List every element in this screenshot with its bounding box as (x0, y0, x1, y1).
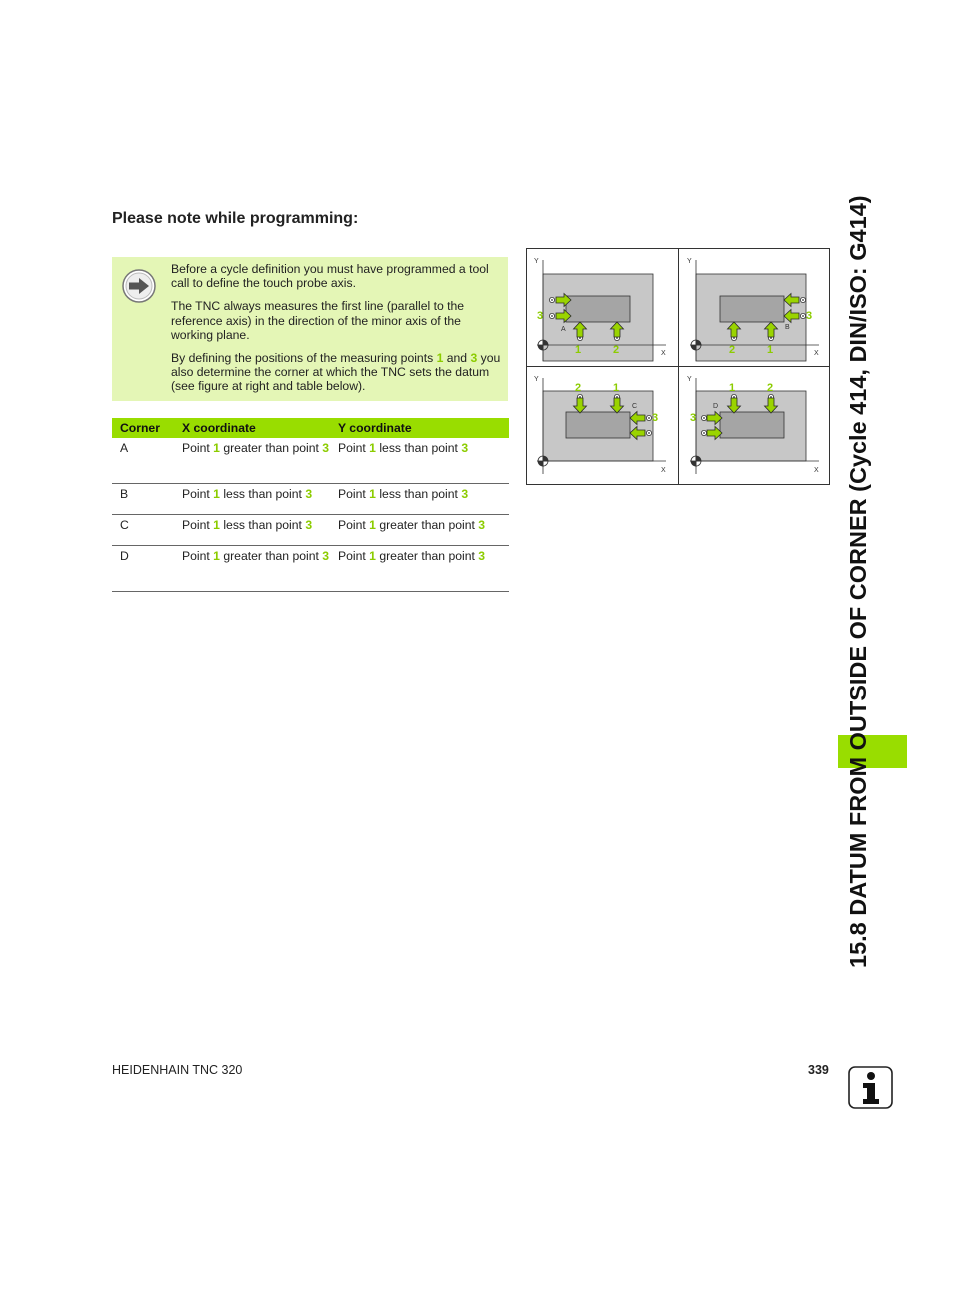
chapter-title: 15.8 DATUM FROM OUTSIDE OF CORNER (Cycle 414, DIN/ISO: G414) (845, 195, 871, 968)
panel-c (534, 376, 666, 474)
axis-x-label: X (661, 350, 666, 357)
header-x: X coordinate (174, 418, 330, 438)
cell-y: Point 1 less than point 3 (330, 438, 509, 484)
table-row (112, 438, 509, 484)
page-number: 339 (808, 1063, 829, 1077)
axis-y-label: Y (534, 258, 539, 265)
point-1-label: 1 (613, 382, 620, 394)
header-corner: Corner (112, 418, 174, 438)
footer-product: HEIDENHAIN TNC 320 (112, 1063, 243, 1077)
cell-corner: B (112, 484, 174, 515)
corner-label: D (713, 403, 719, 410)
cell-x: Point 1 greater than point 3 (174, 438, 330, 484)
note-paragraph-3: By defining the positions of the measuring points 1 and 3 you also determine the corner at which the TNC sets the datum (see figure at right and table below). (171, 351, 501, 394)
axis-x-label: X (814, 350, 819, 357)
point-3-label: 3 (652, 412, 659, 424)
note-text (171, 262, 501, 403)
point-1-label: 1 (575, 344, 582, 356)
corner-table (112, 418, 509, 592)
cell-x: Point 1 less than point 3 (174, 484, 330, 515)
table-row (112, 546, 509, 592)
point-3-label: 3 (806, 310, 813, 322)
corner-diagram (526, 248, 830, 485)
cell-y: Point 1 greater than point 3 (330, 546, 509, 592)
point-2-label: 2 (575, 382, 582, 394)
point-1-label: 1 (729, 382, 736, 394)
point-3-label: 3 (537, 310, 544, 322)
cell-corner: D (112, 546, 174, 592)
corner-label: A (561, 326, 566, 333)
point-3-label: 3 (690, 412, 697, 424)
cell-x: Point 1 greater than point 3 (174, 546, 330, 592)
panel-d (687, 376, 819, 474)
corner-label: B (785, 324, 790, 331)
cell-x: Point 1 less than point 3 (174, 515, 330, 546)
point-1-label: 1 (767, 344, 774, 356)
arrow-right-icon (122, 269, 156, 303)
cell-y: Point 1 greater than point 3 (330, 515, 509, 546)
table-header-row (112, 418, 509, 438)
header-y: Y coordinate (330, 418, 509, 438)
cell-corner: A (112, 438, 174, 484)
cell-y: Point 1 less than point 3 (330, 484, 509, 515)
point-2-label: 2 (767, 382, 774, 394)
table-row (112, 515, 509, 546)
point-2-label: 2 (613, 344, 620, 356)
axis-y-label: Y (534, 376, 539, 383)
axis-x-label: X (814, 467, 819, 474)
point-2-label: 2 (729, 344, 736, 356)
note-box (112, 257, 508, 401)
section-heading: Please note while programming: (112, 210, 359, 227)
note-paragraph-2: The TNC always measures the first line (parallel to the reference axis) in the direction of the minor axis of the working plane. (171, 299, 465, 342)
axis-x-label: X (661, 467, 666, 474)
cell-corner: C (112, 515, 174, 546)
axis-y-label: Y (687, 376, 692, 383)
table-row (112, 484, 509, 515)
note-paragraph-1: Before a cycle definition you must have programmed a tool call to define the touch probe axis. (171, 262, 489, 291)
corner-label: C (632, 403, 638, 410)
axis-y-label: Y (687, 258, 692, 265)
info-icon (848, 1066, 893, 1109)
